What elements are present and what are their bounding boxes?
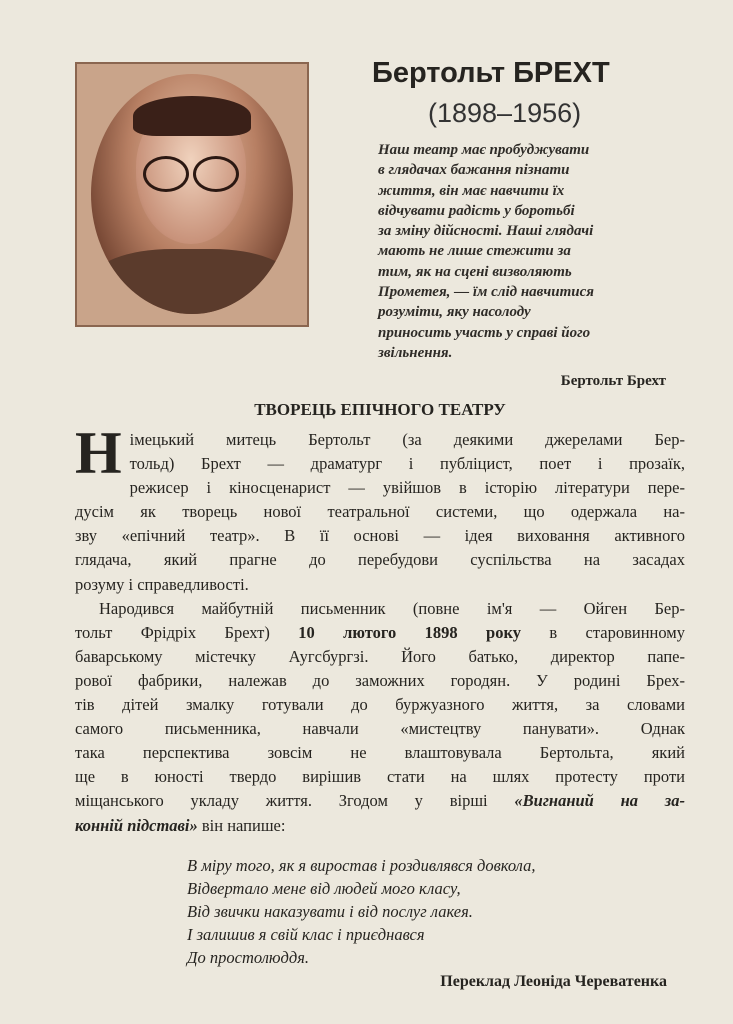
text-line [75, 693, 685, 717]
text-segment: баварському містечку Аугсбургзі. Його батько, директор папе- [75, 646, 685, 666]
poem-line: В міру того, як я виростав і роздивлявся довкола, [187, 855, 536, 875]
paragraph-1 [75, 420, 685, 597]
author-name: Бертольт БРЕХТ [372, 57, 610, 89]
epigraph-line: розуміти, яку насолоду [378, 304, 531, 321]
section-heading: ТВОРЕЦЬ ЕПІЧНОГО ТЕАТРУ [254, 400, 506, 419]
text-line [75, 741, 685, 765]
text-line: режисер і кіносценарист — увійшов в історію літератури пере- [129, 478, 685, 498]
epigraph-line: мають не лише стежити за [378, 243, 571, 260]
text-line: імецький митець Бертольт (за деякими джерелами Бер- [129, 430, 685, 449]
portrait-oval [91, 74, 293, 314]
text-line [75, 645, 685, 669]
portrait-glasses-left [143, 156, 189, 192]
text-segment: 10 лютого 1898 року [298, 622, 521, 642]
portrait-hair [133, 96, 251, 136]
author-portrait [75, 62, 309, 327]
text-segment: тольт Фрідріх Брехт) [75, 622, 299, 642]
epigraph-line: Наш театр має пробуджувати [378, 142, 590, 158]
text-line [75, 814, 685, 838]
text-line [75, 669, 685, 693]
text-line [75, 597, 685, 621]
text-segment: така перспектива зовсім не влаштовувала Бертольта, який [75, 743, 685, 763]
epigraph-line: за зміну дійсності. Наші глядачі [378, 223, 594, 240]
poem-line: І залишив я свій клас і приєднався [187, 924, 425, 944]
epigraph-line: приносить участь у справі його [378, 324, 591, 341]
text-line: глядача, який прагне до перебудови суспільства на засадах [75, 550, 685, 570]
text-segment: ще в юності твердо вирішив стати на шлях протесту проти [75, 767, 685, 787]
text-line [75, 621, 685, 645]
text-segment: конній підставі» [75, 815, 198, 835]
epigraph-line: життя, він має навчити їх [378, 182, 565, 199]
text-line [75, 717, 685, 741]
text-line: дусім як творець нової театральної системи, що одержала на- [75, 502, 685, 522]
text-line: тольд) Брехт — драматург і публіцист, поет і прозаїк, [129, 454, 685, 474]
text-segment: він напише: [197, 815, 286, 835]
header-column [372, 56, 672, 391]
epigraph [378, 140, 672, 363]
portrait-glasses-right [193, 156, 239, 192]
epigraph-line: тим, як на сцені визволяють [378, 263, 572, 280]
epigraph-line: Прометея, — їм слід навчитися [378, 284, 594, 301]
poem-line: Відвертало мене від людей мого класу, [187, 878, 461, 898]
epigraph-line: звільнення. [378, 344, 453, 361]
text-line: зву «епічний театр». В її основі — ідея виховання активного [75, 526, 685, 546]
text-segment: самого письменника, навчали «мистецтву панувати». Однак [75, 719, 685, 739]
poem-line: Від звички наказувати і від послуг лакея. [187, 901, 473, 921]
text-segment: в старовинному [520, 622, 685, 642]
poem [187, 854, 685, 969]
poem-translator: Переклад Леоніда Череватенка [440, 972, 667, 990]
poem-line: До простолюддя. [187, 947, 310, 967]
text-line [75, 765, 685, 789]
text-line: розуму і справедливості. [75, 574, 249, 594]
epigraph-attribution: Бертольт Брехт [560, 373, 666, 390]
epigraph-line: в глядачах бажання пізнати [378, 162, 570, 179]
text-segment: «Вигнаний на за- [514, 791, 685, 811]
author-dates: (1898–1956) [428, 98, 582, 128]
drop-cap: Н [75, 420, 122, 486]
epigraph-line: відчувати радість у боротьбі [378, 202, 575, 219]
paragraph-2 [75, 597, 685, 838]
main-text [75, 398, 685, 993]
text-segment: тів дітей змалку готували до буржуазного життя, за словами [75, 695, 685, 715]
text-segment: міщанського укладу життя. Згодом у вірші [75, 791, 515, 811]
text-segment: Народився майбутній письменник (повне ім'я — Ойген Бер- [99, 598, 685, 618]
text-line [75, 789, 685, 813]
text-segment: рової фабрики, належав до заможних городян. У родині Брех- [75, 670, 685, 690]
portrait-coat [91, 249, 293, 314]
